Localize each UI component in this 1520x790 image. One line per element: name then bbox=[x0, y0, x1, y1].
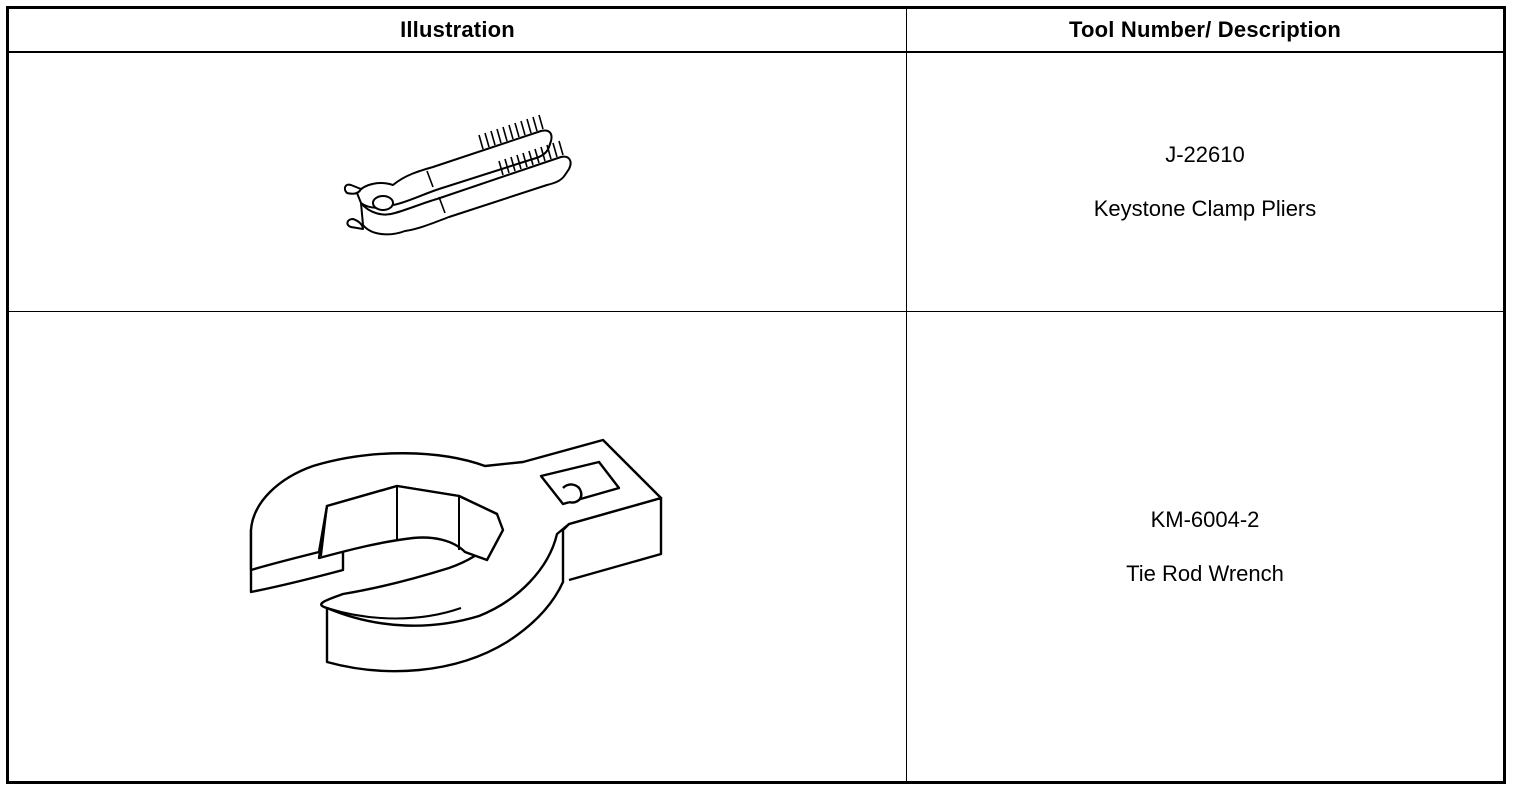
tool-number: J-22610 bbox=[1165, 142, 1245, 167]
table-row-illustration bbox=[9, 312, 906, 781]
tool-description: Keystone Clamp Pliers bbox=[1093, 196, 1317, 221]
header-tool-number-description: Tool Number/ Description bbox=[1068, 17, 1342, 42]
tool-table bbox=[6, 6, 1506, 784]
tool-number: KM-6004-2 bbox=[1150, 506, 1260, 532]
table-row bbox=[907, 53, 1503, 311]
header-illustration: Illustration bbox=[400, 17, 515, 42]
table-row-illustration bbox=[9, 53, 906, 311]
keystone-clamp-pliers-icon bbox=[9, 53, 906, 311]
table-row bbox=[907, 312, 1503, 781]
tool-description: Tie Rod Wrench bbox=[1126, 560, 1284, 586]
tie-rod-wrench-icon bbox=[9, 312, 906, 781]
